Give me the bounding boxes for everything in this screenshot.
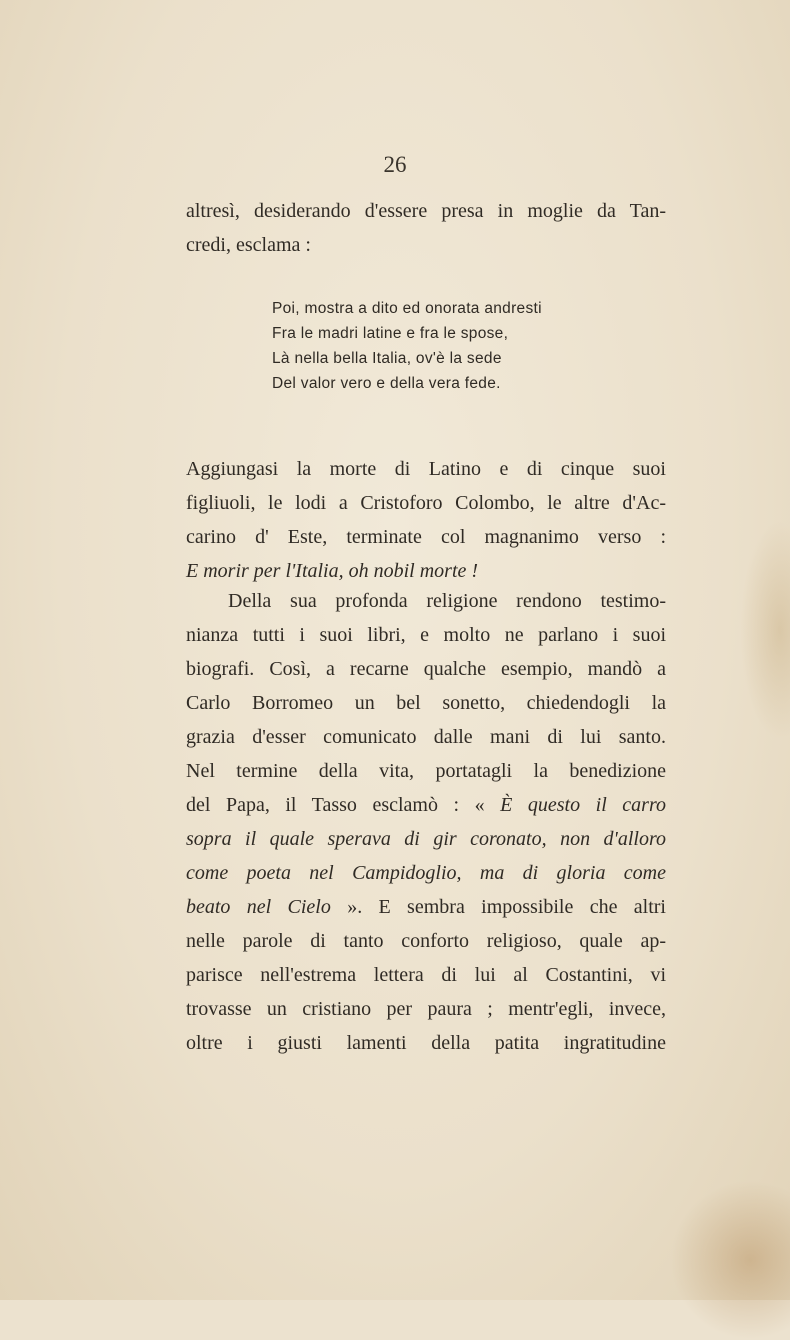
paragraph-1 <box>186 452 666 588</box>
quote-close: ». E sembra impossibile che altri <box>330 896 666 918</box>
text-line: grazia d'esser comunicato dalle mani di lui santo. <box>186 726 666 748</box>
italic-verse-line: E morir per l'Italia, oh nobil morte ! <box>186 560 479 582</box>
text-line: figliuoli, le lodi a Cristoforo Colombo, le altre d'Ac- <box>186 492 666 514</box>
text-line: nelle parole di tanto conforto religioso, quale ap- <box>186 930 666 952</box>
text-line: credi, esclama : <box>186 234 311 256</box>
verse-line: Del valor vero e della vera fede. <box>272 375 501 392</box>
text-line: Aggiungasi la morte di Latino e di cinque suoi <box>186 458 666 480</box>
quote-italic-line: sopra il quale sperava di gir coronato, non d'alloro <box>186 828 666 850</box>
text-line: oltre i giusti lamenti della patita ingratitudine <box>186 1032 666 1054</box>
paper-stain <box>740 520 790 740</box>
text-line: carino d' Este, terminate col magnanimo verso : <box>186 526 666 548</box>
text-line: altresì, desiderando d'essere presa in moglie da Tan- <box>186 200 666 222</box>
text-line: parisce nell'estrema lettera di lui al Costantini, vi <box>186 964 666 986</box>
verse-line: Là nella bella Italia, ov'è la sede <box>272 350 502 367</box>
text-line: Della sua profonda religione rendono testimo- <box>228 590 666 612</box>
text-line <box>186 788 666 822</box>
text-line: Carlo Borromeo un bel sonetto, chiedendogli la <box>186 692 666 714</box>
text-line: trovasse un cristiano per paura ; mentr'egli, invece, <box>186 998 666 1020</box>
text-line: nianza tutti i suoi libri, e molto ne parlano i suoi <box>186 624 666 646</box>
verse-line: Poi, mostra a dito ed onorata andresti <box>272 300 542 317</box>
quote-intro: del Papa, il Tasso esclamò : « <box>186 794 501 816</box>
intro-text <box>186 194 666 262</box>
text-line: Nel termine della vita, portatagli la benedizione <box>186 760 666 782</box>
page-number: 26 <box>383 152 407 177</box>
quote-italic: È questo il carro <box>500 794 666 816</box>
text-line: biografi. Così, a recarne qualche esempio, mandò a <box>186 658 666 680</box>
paragraph-2 <box>186 584 666 1060</box>
verse-line: Fra le madri latine e fra le spose, <box>272 325 509 342</box>
quote-italic-line: come poeta nel Campidoglio, ma di gloria come <box>186 862 666 884</box>
paper-stain-corner <box>670 1180 790 1340</box>
quote-italic: beato nel Cielo <box>186 896 331 918</box>
verse-quotation <box>272 296 542 396</box>
text-line <box>186 890 666 924</box>
